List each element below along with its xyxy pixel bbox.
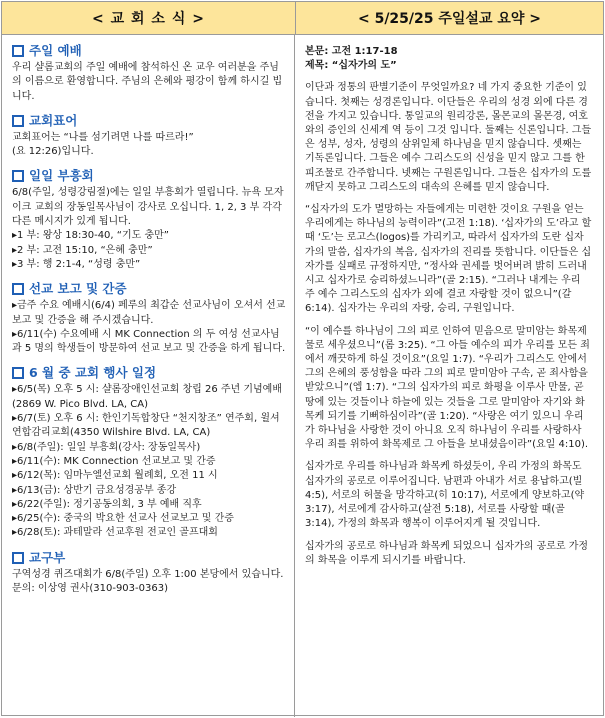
revival-item: ▸1 부: 왕상 18:30-40, “기도 충만” — [12, 230, 169, 242]
worship-section-body — [12, 61, 286, 104]
motto-title-text: 교회표어 — [29, 112, 78, 128]
revival-section-body — [12, 186, 286, 272]
motto-section-title — [12, 113, 286, 129]
square-bullet-icon — [12, 170, 24, 182]
worship-section-title — [12, 43, 286, 59]
event-item: ▸6/28(토): 과테말라 선교후원 전교인 골프대회 — [12, 527, 218, 539]
church-news-column — [2, 35, 295, 717]
mission-item: ▸금주 수요 예배시(6/4) 페루의 최갑순 선교사님이 오셔서 선교보고 및 간증을 해 주시겠습니다. — [12, 300, 286, 326]
revival-item: ▸2 부: 고전 15:10, “은혜 충만” — [12, 244, 153, 256]
square-bullet-icon — [12, 283, 24, 295]
sermon-column — [295, 35, 603, 717]
event-item: ▸6/25(수): 중국의 박요한 선교사 선교보고 및 간증 — [12, 513, 234, 525]
worship-title-text: 주일 예배 — [29, 43, 82, 58]
sermon-summary-title: < 5/25/25 주일설교 요약 > — [296, 2, 603, 34]
quiz-contact: 문의: 이상영 권사(310-903-0363) — [12, 583, 168, 595]
events-section-body — [12, 383, 286, 540]
event-item: ▸6/11(수): MK Connection 선교보고 및 간증 — [12, 455, 216, 467]
sermon-title: 제목: “십자가의 도” — [305, 60, 397, 72]
revival-title-text: 일일 부흥회 — [29, 168, 94, 184]
church-news-title: < 교 회 소 식 > — [2, 2, 296, 34]
district-section-body — [12, 568, 286, 597]
event-item: ▸6/13(금): 상반기 금요성경공부 종강 — [12, 484, 177, 496]
sermon-body — [305, 45, 593, 568]
revival-item: ▸3 부: 행 2:1-4, “성령 충만” — [12, 258, 141, 270]
mission-section-title — [12, 281, 286, 297]
square-bullet-icon — [12, 45, 24, 57]
sermon-paragraph: “이 예수를 하나님이 그의 피로 인하여 믿음으로 말미암는 화목제물로 세우셨으니”(롬 3:25). “그 아들 예수의 피가 우리를 모든 죄에서 깨끗하게 하실 것이요”(요일 1:7). “우리가 그리스도 안에서 그의 은혜의 풍성함을 따라 그의 피로 말미암아 구속, 곧 죄사함을 받았으니”(엡 1:7). “그의 십자가의 피로 화평을 이루사 만물, 곧 땅에 있는 것들이나 하늘에 있는 것들을 그로 말미암아 자기와 화목케 되기를 기뻐하심이라”(골 1:20). “사랑은 여기 있으니 우리가 하나님을 사랑한 것이 아니요 오직 하나님이 우리를 사랑하사 우리 죄를 위하여 화목제로 그 아들을 보내셨음이라”(요일 4:10). — [305, 325, 590, 451]
sermon-paragraph: 이단과 정통의 판별기준이 무엇일까요? 네 가지 중요한 기준이 있습니다. 첫째는 성경론입니다. 이단들은 우리의 성경 외에 다른 경전을 가지고 있습니다. 통일교의 원리강론, 몰몬교의 몰몬경, 여호와의 증인의 신세계 역 등이 그것 입니다. 둘째는 신론입니다. 그들은 성부, 성자, 성령의 삼위일체 하나님을 믿지 않습니다. 셋째는 기독론입니다. 그들은 예수 그리스도의 신성을 믿지 않고 그를 한 피조물로 간주합니다. 넷째는 구원론입니다. 그들은 십자가의 도를 깨닫지 못하고 그리스도의 대속의 은혜를 믿지 않습니다. — [305, 82, 592, 193]
revival-section-title — [12, 168, 286, 184]
sermon-scripture: 본문: 고전 1:17-18 — [305, 46, 398, 57]
square-bullet-icon — [12, 367, 24, 379]
quiz-text: 구역성경 퀴즈대회가 6/8(주일) 오후 1:00 본당에서 있습니다. — [12, 568, 284, 580]
events-title-text: 6 월 중 교회 행사 일정 — [29, 365, 157, 381]
revival-text: 6/8(주일, 성령강림절)에는 일일 부흥회가 열립니다. 뉴욕 모자이크 교회의 장동일목사님이 강사로 오십니다. 1, 2, 3 부 각각 다른 메시지가 있게 됩니다. — [12, 187, 284, 228]
mission-item: ▸6/11(수) 수요예배 시 MK Connection 의 두 여성 선교사님과 5 명의 학생들이 방문하여 선교 보고 및 간증을 하게 됩니다. — [12, 328, 286, 355]
worship-text: 우리 샬롬교회의 주일 예배에 참석하신 온 교우 여러분을 주님의 이름으로 환영합니다. 주님의 은혜와 평강이 함께 하시길 빕니다. — [12, 62, 283, 102]
mission-section-body — [12, 299, 286, 356]
event-item: ▸6/22(주일): 정기공동의회, 3 부 예배 직후 — [12, 498, 202, 510]
sermon-paragraph: 십자가로 우리를 하나님과 화목케 하셨듯이, 우리 가정의 화목도 십자가의 공로로 이루어집니다. 남편과 아내가 서로 용납하고(빌 4:5), 서로의 허물을 망각하고(히 10:17), 서로에게 양보하고(약 3:17), 서로에게 감사하고(살전 5:18), 서로를 사랑할 때(골 3:14), 가정의 화목과 행복이 이루어지게 될 것입니다. — [305, 461, 585, 530]
events-section-title — [12, 365, 286, 381]
sermon-header — [305, 45, 593, 73]
motto-line-2: (요 12:26)입니다. — [12, 146, 94, 158]
content-columns — [2, 35, 603, 717]
bulletin-page — [1, 1, 604, 716]
square-bullet-icon — [12, 115, 24, 127]
mission-title-text: 선교 보고 및 간증 — [29, 281, 127, 297]
square-bullet-icon — [12, 552, 24, 564]
district-section-title — [12, 550, 286, 566]
sermon-paragraph: 십자가의 공로로 하나님과 화목케 되었으니 십자가의 공로로 가정의 화목을 이루게 되시기를 바랍니다. — [305, 540, 589, 566]
event-item: ▸6/8(주일): 일일 부흥회(강사: 장동일목사) — [12, 441, 201, 453]
sermon-paragraph: “십자가의 도가 멸망하는 자들에게는 미련한 것이요 구원을 얻는 우리에게는 하나님의 능력이라”(고전 1:18). ‘십자가의 도’라고 할 때 ‘도’는 로고스(logos)를 가리키고, 따라서 십자가의 도란 십자가의 말씀, 십자가의 복음, 십자가의 진리를 뜻합니다. 이단들은 십자가를 실패로 규정하지만, “정사와 권세를 벗어버려 밝히 드러내시고 십자가로 승리하셨느니라”(골 2:15). “그러나 내게는 우리 주 예수 그리스도의 십자가 외에 결코 자랑할 것이 없으니”(갈 6:14). 십자가는 우리의 자랑, 승리, 구원입니다. — [305, 204, 592, 315]
district-title-text: 교구부 — [29, 549, 66, 565]
header-row — [2, 2, 603, 35]
motto-section-body — [12, 131, 286, 160]
event-item: ▸6/5(목) 오후 5 시: 샬롬장애인선교회 창립 26 주년 기념예배(2869 W. Pico Blvd. LA, CA) — [12, 384, 283, 410]
motto-line-1: 교회표어는 “나를 섬기려면 나를 따르라!” — [12, 131, 194, 143]
event-item: ▸6/7(토) 오후 6 시: 한인기독합창단 “천지창조” 연주회, 윌셔연합감리교회(4350 Wilshire Blvd. LA, CA) — [12, 413, 280, 439]
event-item: ▸6/12(목): 임마누엘선교회 월례회, 오전 11 시 — [12, 470, 218, 482]
